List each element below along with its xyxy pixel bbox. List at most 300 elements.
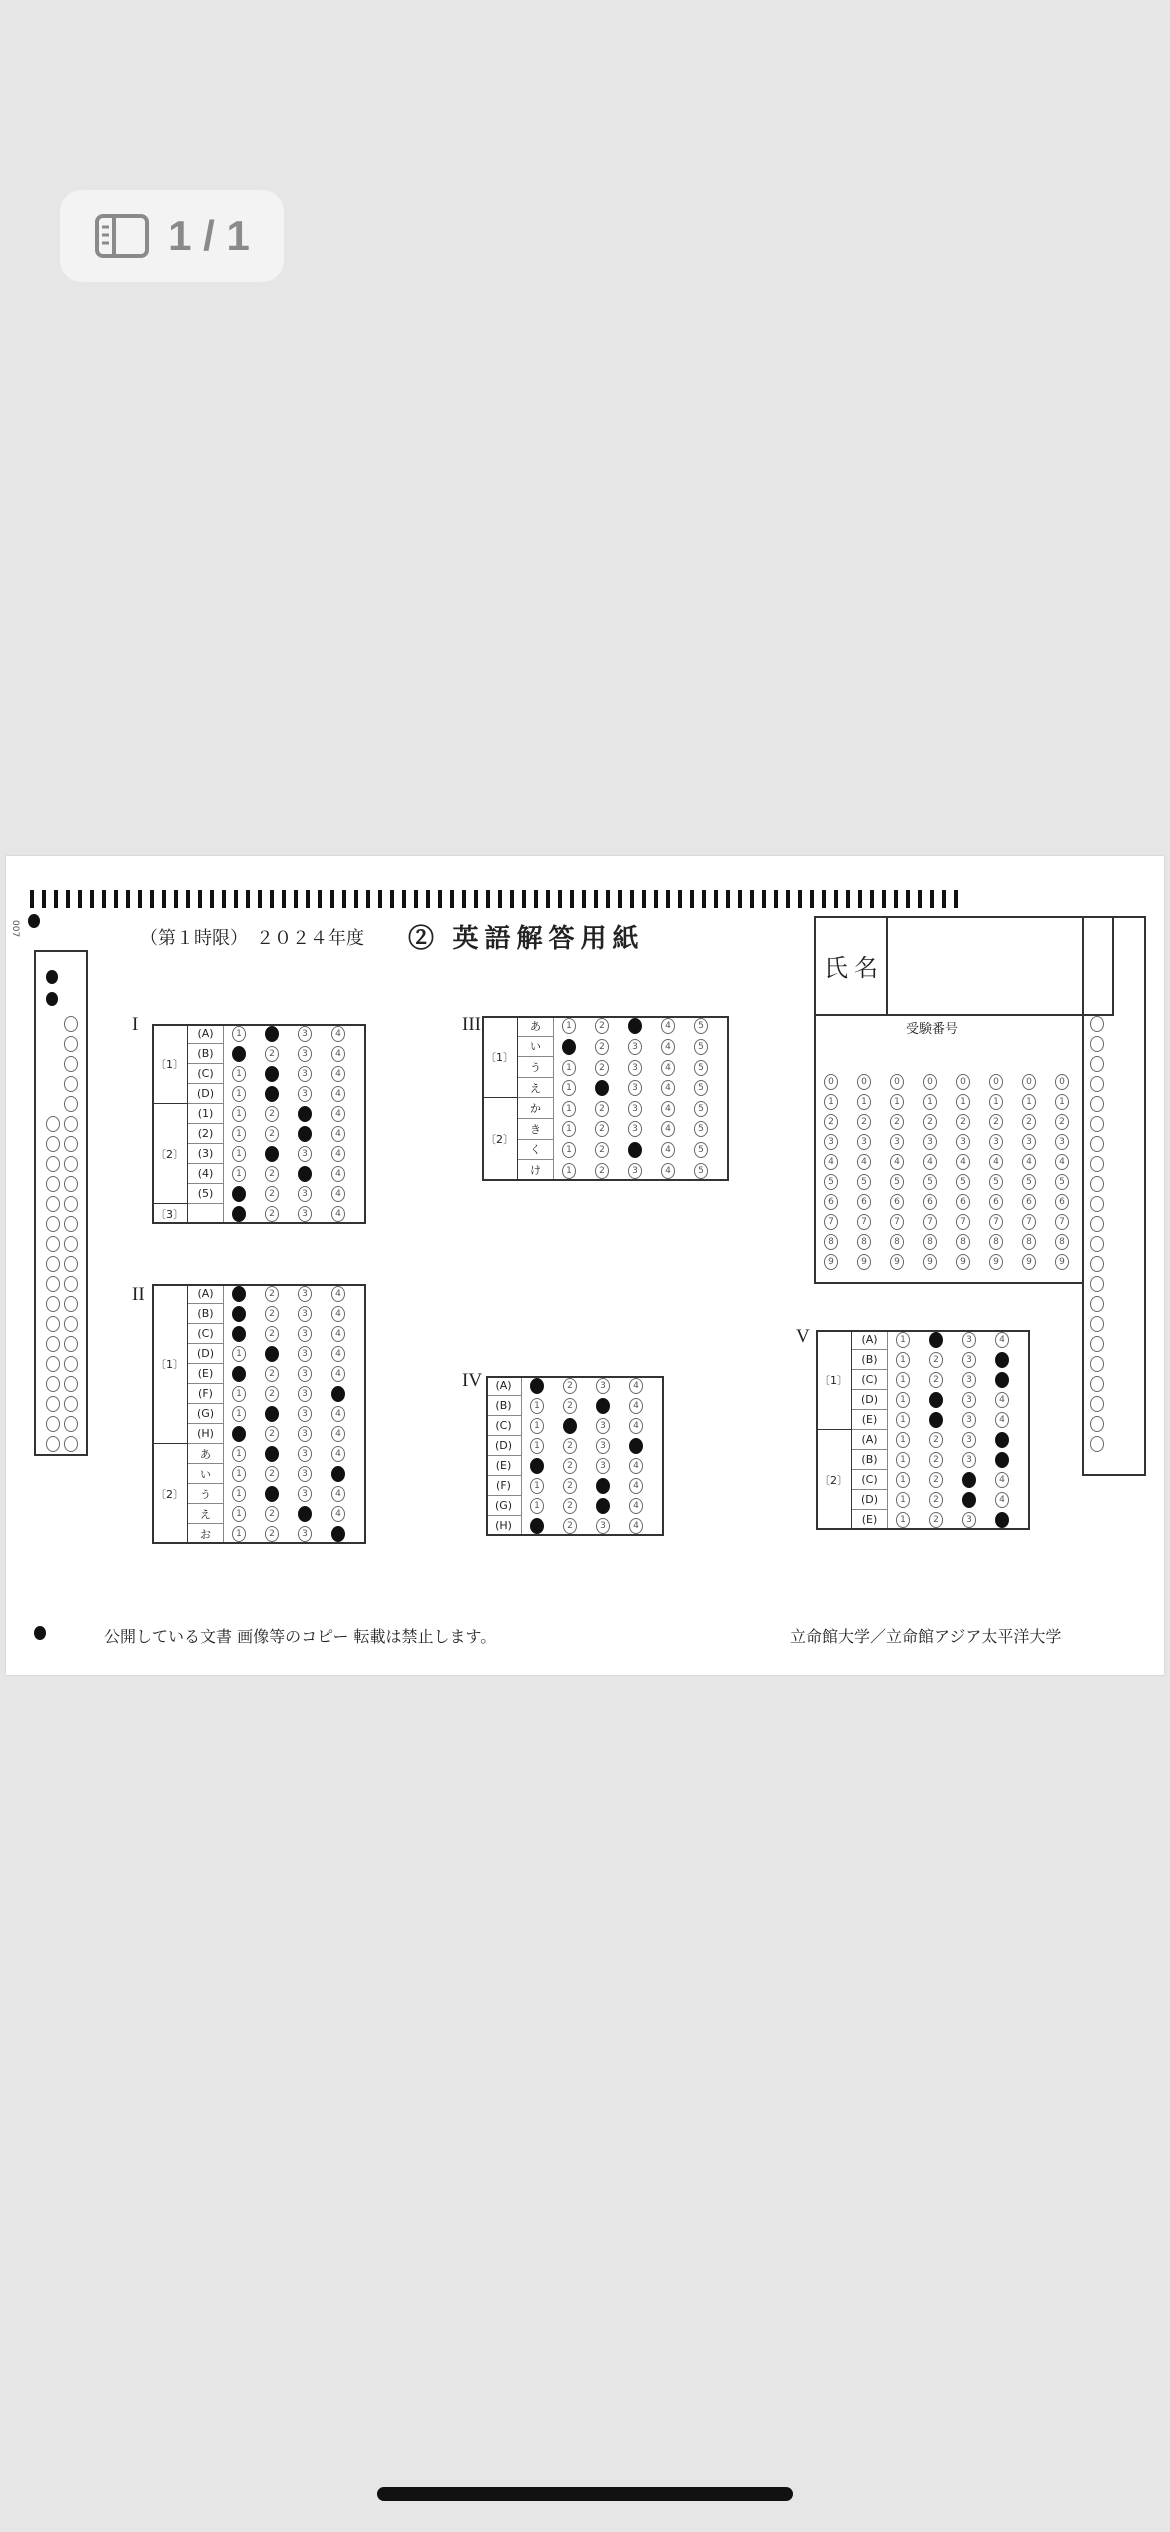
alignment-mark xyxy=(28,914,40,928)
empty-bubble xyxy=(46,1136,60,1152)
timing-mark xyxy=(642,890,646,908)
empty-bubble xyxy=(64,1296,78,1312)
empty-bubble: 5 xyxy=(956,1174,970,1190)
empty-bubble: 9 xyxy=(956,1254,970,1270)
empty-bubble xyxy=(46,1196,60,1212)
empty-bubble: 4 xyxy=(629,1418,643,1434)
empty-bubble xyxy=(64,1116,78,1132)
row-label: え xyxy=(188,1504,224,1524)
empty-bubble: 4 xyxy=(629,1378,643,1394)
row-label: え xyxy=(518,1078,554,1099)
empty-bubble: 8 xyxy=(824,1234,838,1250)
timing-mark xyxy=(438,890,442,908)
empty-bubble: 2 xyxy=(265,1186,279,1202)
empty-bubble: 2 xyxy=(265,1206,279,1222)
empty-bubble: 1 xyxy=(1022,1094,1036,1110)
empty-bubble: 3 xyxy=(989,1134,1003,1150)
empty-bubble: 3 xyxy=(824,1134,838,1150)
timing-mark xyxy=(882,890,886,908)
empty-bubble: 6 xyxy=(923,1194,937,1210)
empty-bubble: 6 xyxy=(890,1194,904,1210)
section-IV-label: IV xyxy=(462,1370,483,1391)
empty-bubble: 1 xyxy=(232,1386,246,1402)
empty-bubble: 3 xyxy=(596,1418,610,1434)
empty-bubble: 4 xyxy=(331,1106,345,1122)
empty-bubble: 4 xyxy=(995,1492,1009,1508)
timing-mark xyxy=(750,890,754,908)
empty-bubble: 4 xyxy=(331,1486,345,1502)
empty-bubble: 2 xyxy=(563,1398,577,1414)
timing-mark xyxy=(186,890,190,908)
row-label: (E) xyxy=(188,1364,224,1384)
row-label: (H) xyxy=(188,1424,224,1444)
empty-bubble: 4 xyxy=(661,1060,675,1076)
sidebar-icon xyxy=(94,213,150,259)
empty-bubble xyxy=(1090,1296,1104,1312)
sheet-title: ② 英語解答用紙 xyxy=(408,924,645,953)
empty-bubble: 4 xyxy=(995,1412,1009,1428)
empty-bubble xyxy=(1090,1256,1104,1272)
timing-mark xyxy=(546,890,550,908)
empty-bubble: 8 xyxy=(890,1234,904,1250)
empty-bubble xyxy=(46,1116,60,1132)
timing-mark xyxy=(246,890,250,908)
empty-bubble: 4 xyxy=(956,1154,970,1170)
timing-mark xyxy=(954,890,958,908)
empty-bubble: 4 xyxy=(629,1458,643,1474)
empty-bubble: 1 xyxy=(232,1486,246,1502)
empty-bubble: 3 xyxy=(890,1134,904,1150)
row-label: お xyxy=(188,1524,224,1544)
empty-bubble: 7 xyxy=(890,1214,904,1230)
timing-mark xyxy=(594,890,598,908)
empty-bubble: 3 xyxy=(298,1306,312,1322)
timing-mark xyxy=(450,890,454,908)
empty-bubble: 1 xyxy=(232,1166,246,1182)
empty-bubble: 2 xyxy=(563,1478,577,1494)
empty-bubble: 3 xyxy=(298,1406,312,1422)
empty-bubble: 3 xyxy=(962,1452,976,1468)
empty-bubble: 2 xyxy=(1022,1114,1036,1130)
empty-bubble xyxy=(64,1436,78,1452)
timing-mark xyxy=(342,890,346,908)
empty-bubble xyxy=(46,1156,60,1172)
empty-bubble: 3 xyxy=(298,1146,312,1162)
empty-bubble: 4 xyxy=(661,1101,675,1117)
empty-bubble: 1 xyxy=(232,1146,246,1162)
empty-bubble xyxy=(46,1236,60,1252)
timing-mark xyxy=(414,890,418,908)
row-label: (C) xyxy=(486,1416,522,1436)
timing-mark xyxy=(918,890,922,908)
empty-bubble: 4 xyxy=(629,1398,643,1414)
empty-bubble: 6 xyxy=(824,1194,838,1210)
row-label: (5) xyxy=(188,1184,224,1204)
empty-bubble: 4 xyxy=(331,1186,345,1202)
empty-bubble xyxy=(46,1296,60,1312)
empty-bubble: 2 xyxy=(595,1039,609,1055)
empty-bubble: 2 xyxy=(265,1046,279,1062)
empty-bubble: 1 xyxy=(232,1446,246,1462)
empty-bubble xyxy=(1090,1396,1104,1412)
row-label: う xyxy=(518,1057,554,1078)
empty-bubble: 4 xyxy=(661,1121,675,1137)
group-label: 〔3〕 xyxy=(152,1204,188,1224)
empty-bubble xyxy=(46,1216,60,1232)
empty-bubble xyxy=(1090,1276,1104,1292)
empty-bubble: 3 xyxy=(596,1458,610,1474)
empty-bubble: 5 xyxy=(1022,1174,1036,1190)
empty-bubble: 3 xyxy=(298,1026,312,1042)
empty-bubble: 7 xyxy=(1055,1214,1069,1230)
empty-bubble: 3 xyxy=(962,1412,976,1428)
timing-mark xyxy=(858,890,862,908)
empty-bubble xyxy=(64,1416,78,1432)
row-label: (A) xyxy=(188,1284,224,1304)
empty-bubble xyxy=(1090,1416,1104,1432)
group-label: 〔1〕 xyxy=(816,1330,852,1430)
row-label: (D) xyxy=(852,1390,888,1410)
empty-bubble xyxy=(64,1216,78,1232)
row-label: (D) xyxy=(486,1436,522,1456)
empty-bubble: 9 xyxy=(1055,1254,1069,1270)
empty-bubble: 5 xyxy=(694,1163,708,1179)
row-label: (E) xyxy=(486,1456,522,1476)
empty-bubble: 2 xyxy=(929,1352,943,1368)
timing-mark xyxy=(906,890,910,908)
timing-mark xyxy=(930,890,934,908)
empty-bubble: 3 xyxy=(298,1066,312,1082)
empty-bubble: 1 xyxy=(232,1086,246,1102)
empty-bubble: 8 xyxy=(956,1234,970,1250)
empty-bubble: 1 xyxy=(896,1332,910,1348)
timing-mark xyxy=(282,890,286,908)
empty-bubble: 2 xyxy=(890,1114,904,1130)
timing-mark xyxy=(870,890,874,908)
empty-bubble: 1 xyxy=(896,1372,910,1388)
empty-bubble: 4 xyxy=(331,1406,345,1422)
empty-bubble: 1 xyxy=(562,1163,576,1179)
empty-bubble: 1 xyxy=(562,1101,576,1117)
group-label: 〔2〕 xyxy=(152,1104,188,1204)
empty-bubble xyxy=(1090,1356,1104,1372)
empty-bubble: 2 xyxy=(563,1498,577,1514)
group-label: 〔1〕 xyxy=(152,1024,188,1104)
footer-mark xyxy=(34,1626,46,1640)
empty-bubble: 3 xyxy=(628,1039,642,1055)
page-indicator[interactable] xyxy=(60,190,284,282)
timing-mark xyxy=(102,890,106,908)
empty-bubble: 2 xyxy=(265,1506,279,1522)
empty-bubble: 3 xyxy=(298,1206,312,1222)
timing-mark xyxy=(726,890,730,908)
empty-bubble: 1 xyxy=(530,1398,544,1414)
empty-bubble: 3 xyxy=(962,1512,976,1528)
empty-bubble xyxy=(64,1316,78,1332)
empty-bubble: 4 xyxy=(331,1346,345,1362)
row-label: (A) xyxy=(486,1376,522,1396)
empty-bubble: 1 xyxy=(232,1466,246,1482)
empty-bubble xyxy=(46,1276,60,1292)
page-indicator-text: 1 / 1 xyxy=(168,212,250,259)
row-label: (G) xyxy=(486,1496,522,1516)
timing-mark xyxy=(834,890,838,908)
name-label: 氏 名 xyxy=(824,956,878,982)
empty-bubble: 5 xyxy=(1055,1174,1069,1190)
timing-mark xyxy=(258,890,262,908)
empty-bubble: 0 xyxy=(824,1074,838,1090)
timing-mark xyxy=(762,890,766,908)
empty-bubble: 0 xyxy=(956,1074,970,1090)
timing-mark xyxy=(54,890,58,908)
empty-bubble: 1 xyxy=(562,1060,576,1076)
empty-bubble xyxy=(1090,1316,1104,1332)
empty-bubble: 5 xyxy=(694,1121,708,1137)
row-label: (B) xyxy=(486,1396,522,1416)
row-label: (B) xyxy=(188,1044,224,1064)
empty-bubble: 2 xyxy=(595,1018,609,1034)
timing-mark xyxy=(738,890,742,908)
timing-mark xyxy=(822,890,826,908)
empty-bubble: 4 xyxy=(661,1080,675,1096)
empty-bubble xyxy=(64,1396,78,1412)
empty-bubble: 0 xyxy=(857,1074,871,1090)
timing-mark xyxy=(690,890,694,908)
empty-bubble: 4 xyxy=(331,1206,345,1222)
empty-bubble xyxy=(46,1316,60,1332)
timing-mark xyxy=(318,890,322,908)
empty-bubble: 2 xyxy=(265,1466,279,1482)
empty-bubble: 9 xyxy=(923,1254,937,1270)
section-frame xyxy=(482,1016,729,1181)
empty-bubble xyxy=(64,1196,78,1212)
row-label: あ xyxy=(518,1016,554,1037)
empty-bubble: 2 xyxy=(1055,1114,1069,1130)
empty-bubble: 3 xyxy=(298,1386,312,1402)
timing-mark xyxy=(174,890,178,908)
row-label: (C) xyxy=(188,1324,224,1344)
timing-mark xyxy=(90,890,94,908)
empty-bubble xyxy=(64,1376,78,1392)
empty-bubble: 3 xyxy=(298,1346,312,1362)
empty-bubble: 2 xyxy=(265,1106,279,1122)
empty-bubble xyxy=(1090,1036,1104,1052)
empty-bubble: 3 xyxy=(628,1101,642,1117)
empty-bubble: 0 xyxy=(1055,1074,1069,1090)
empty-bubble xyxy=(64,1236,78,1252)
empty-bubble: 1 xyxy=(562,1080,576,1096)
empty-bubble xyxy=(64,1016,78,1032)
row-label: (3) xyxy=(188,1144,224,1164)
timing-mark xyxy=(354,890,358,908)
empty-bubble: 1 xyxy=(896,1412,910,1428)
row-label: (C) xyxy=(188,1064,224,1084)
timing-mark xyxy=(198,890,202,908)
empty-bubble: 4 xyxy=(661,1163,675,1179)
empty-bubble: 3 xyxy=(962,1352,976,1368)
empty-bubble: 2 xyxy=(929,1432,943,1448)
empty-bubble: 3 xyxy=(628,1163,642,1179)
timing-mark xyxy=(462,890,466,908)
empty-bubble: 3 xyxy=(956,1134,970,1150)
empty-bubble xyxy=(64,1336,78,1352)
empty-bubble xyxy=(64,1356,78,1372)
empty-bubble: 1 xyxy=(824,1094,838,1110)
section-frame xyxy=(152,1024,366,1224)
section-frame xyxy=(486,1376,664,1536)
empty-bubble: 4 xyxy=(331,1326,345,1342)
empty-bubble: 2 xyxy=(265,1326,279,1342)
timing-mark xyxy=(270,890,274,908)
empty-bubble: 2 xyxy=(563,1458,577,1474)
row-label: (D) xyxy=(188,1344,224,1364)
empty-bubble: 5 xyxy=(694,1039,708,1055)
left-code-strip xyxy=(34,950,88,1456)
home-indicator[interactable] xyxy=(377,2487,793,2501)
side-code: 007 xyxy=(10,920,20,938)
empty-bubble xyxy=(64,1076,78,1092)
right-code-strip xyxy=(1082,916,1146,1476)
exam-number-label: 受験番号 xyxy=(906,1022,959,1037)
timing-mark xyxy=(486,890,490,908)
row-label: (H) xyxy=(486,1516,522,1536)
timing-mark xyxy=(30,890,34,908)
row-label: (A) xyxy=(852,1430,888,1450)
row-label: (1) xyxy=(188,1104,224,1124)
empty-bubble: 6 xyxy=(1022,1194,1036,1210)
timing-mark xyxy=(678,890,682,908)
empty-bubble: 1 xyxy=(232,1406,246,1422)
empty-bubble: 3 xyxy=(298,1286,312,1302)
row-label: き xyxy=(518,1119,554,1140)
empty-bubble: 1 xyxy=(232,1126,246,1142)
empty-bubble: 2 xyxy=(563,1518,577,1534)
timing-mark xyxy=(894,890,898,908)
empty-bubble: 1 xyxy=(896,1472,910,1488)
empty-bubble: 7 xyxy=(824,1214,838,1230)
empty-bubble: 6 xyxy=(989,1194,1003,1210)
empty-bubble: 6 xyxy=(1055,1194,1069,1210)
empty-bubble: 4 xyxy=(923,1154,937,1170)
empty-bubble: 4 xyxy=(995,1332,1009,1348)
empty-bubble: 3 xyxy=(962,1392,976,1408)
empty-bubble: 1 xyxy=(896,1512,910,1528)
empty-bubble: 3 xyxy=(298,1326,312,1342)
empty-bubble: 3 xyxy=(596,1378,610,1394)
empty-bubble: 1 xyxy=(562,1121,576,1137)
empty-bubble: 1 xyxy=(530,1438,544,1454)
empty-bubble xyxy=(46,1256,60,1272)
empty-bubble: 3 xyxy=(628,1080,642,1096)
timing-mark xyxy=(162,890,166,908)
empty-bubble: 3 xyxy=(962,1332,976,1348)
empty-bubble: 2 xyxy=(265,1386,279,1402)
timing-mark xyxy=(306,890,310,908)
section-III-label: III xyxy=(462,1014,481,1035)
section-frame xyxy=(816,1330,1030,1530)
row-label: (B) xyxy=(852,1350,888,1370)
empty-bubble: 4 xyxy=(629,1478,643,1494)
empty-bubble: 1 xyxy=(896,1452,910,1468)
timing-mark xyxy=(378,890,382,908)
empty-bubble: 6 xyxy=(956,1194,970,1210)
empty-bubble: 2 xyxy=(595,1121,609,1137)
row-label: く xyxy=(518,1140,554,1161)
empty-bubble xyxy=(46,1416,60,1432)
group-label: 〔1〕 xyxy=(482,1016,518,1098)
group-label: 〔2〕 xyxy=(482,1098,518,1180)
empty-bubble: 2 xyxy=(824,1114,838,1130)
empty-bubble: 8 xyxy=(1055,1234,1069,1250)
empty-bubble: 3 xyxy=(962,1372,976,1388)
empty-bubble: 1 xyxy=(896,1392,910,1408)
empty-bubble: 3 xyxy=(298,1366,312,1382)
empty-bubble: 4 xyxy=(1022,1154,1036,1170)
answer-sheet-document xyxy=(6,856,1164,1675)
timing-mark xyxy=(534,890,538,908)
empty-bubble: 3 xyxy=(596,1438,610,1454)
empty-bubble: 4 xyxy=(331,1166,345,1182)
empty-bubble: 4 xyxy=(1055,1154,1069,1170)
empty-bubble: 5 xyxy=(857,1174,871,1190)
empty-bubble: 2 xyxy=(265,1286,279,1302)
empty-bubble: 2 xyxy=(595,1163,609,1179)
empty-bubble: 8 xyxy=(857,1234,871,1250)
empty-bubble: 7 xyxy=(1022,1214,1036,1230)
empty-bubble: 1 xyxy=(232,1506,246,1522)
timing-mark xyxy=(294,890,298,908)
timing-mark xyxy=(390,890,394,908)
empty-bubble: 4 xyxy=(857,1154,871,1170)
empty-bubble: 3 xyxy=(298,1486,312,1502)
row-label: い xyxy=(518,1037,554,1058)
row-label: あ xyxy=(188,1444,224,1464)
empty-bubble: 4 xyxy=(331,1126,345,1142)
timing-mark xyxy=(630,890,634,908)
empty-bubble: 9 xyxy=(824,1254,838,1270)
empty-bubble: 2 xyxy=(265,1366,279,1382)
row-label: (E) xyxy=(852,1410,888,1430)
empty-bubble: 1 xyxy=(896,1432,910,1448)
timing-mark xyxy=(774,890,778,908)
timing-mark xyxy=(570,890,574,908)
timing-mark xyxy=(522,890,526,908)
timing-mark xyxy=(498,890,502,908)
group-label: 〔1〕 xyxy=(152,1284,188,1444)
empty-bubble xyxy=(1090,1336,1104,1352)
timing-mark xyxy=(114,890,118,908)
timing-mark xyxy=(402,890,406,908)
empty-bubble: 2 xyxy=(929,1512,943,1528)
empty-bubble: 4 xyxy=(331,1426,345,1442)
timing-mark xyxy=(474,890,478,908)
empty-bubble: 2 xyxy=(595,1142,609,1158)
empty-bubble: 1 xyxy=(530,1498,544,1514)
section-I-label: I xyxy=(132,1014,139,1035)
empty-bubble: 2 xyxy=(857,1114,871,1130)
empty-bubble: 1 xyxy=(530,1418,544,1434)
empty-bubble: 8 xyxy=(1022,1234,1036,1250)
empty-bubble: 0 xyxy=(923,1074,937,1090)
timing-mark xyxy=(222,890,226,908)
timing-mark xyxy=(426,890,430,908)
empty-bubble xyxy=(46,1336,60,1352)
row-label: う xyxy=(188,1484,224,1504)
empty-bubble: 1 xyxy=(1055,1094,1069,1110)
strip-mark xyxy=(46,970,58,984)
empty-bubble: 4 xyxy=(331,1146,345,1162)
row-label: い xyxy=(188,1464,224,1484)
